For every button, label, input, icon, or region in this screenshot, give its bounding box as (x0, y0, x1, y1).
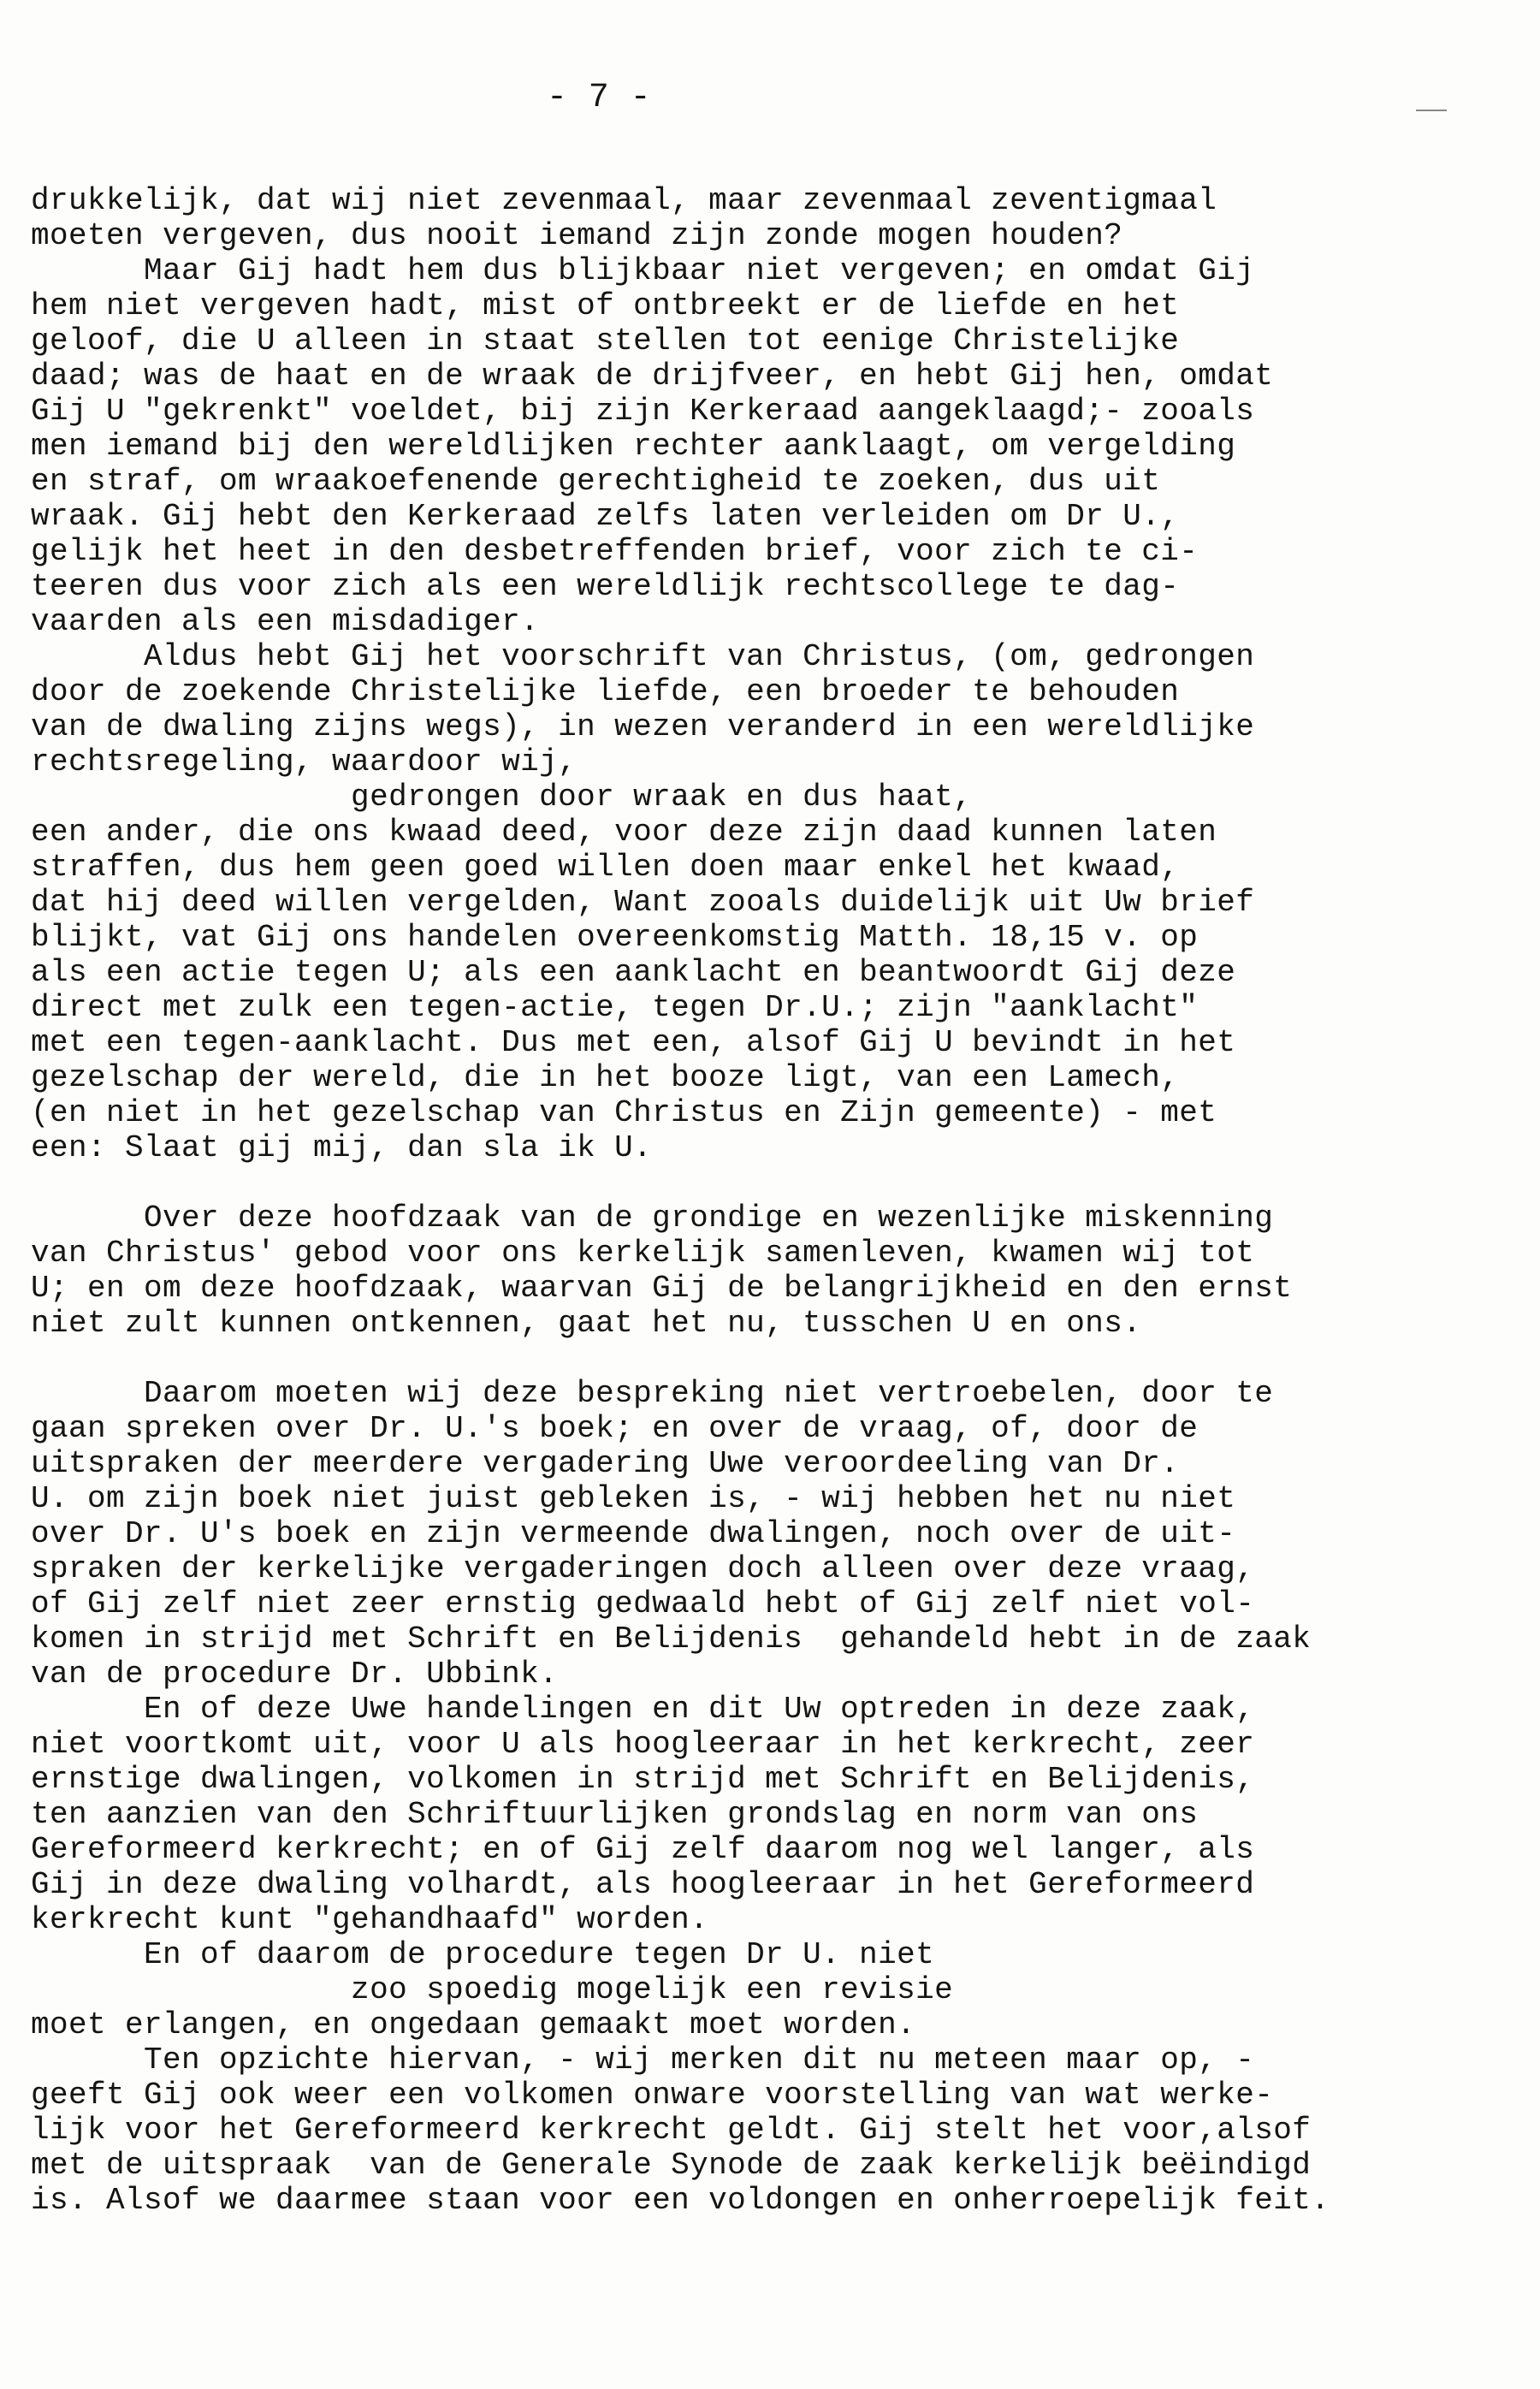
text-line: niet zult kunnen ontkennen, gaat het nu, tusschen U en ons. (31, 1306, 1142, 1341)
text-line: drukkelijk, dat wij niet zevenmaal, maar zevenmaal zeventigmaal (31, 183, 1217, 218)
text-line: Gij U "gekrenkt" voeldet, bij zijn Kerkeraad aangeklaagd;- zooals (31, 394, 1255, 429)
text-line: wraak. Gij hebt den Kerkeraad zelfs laten verleiden om Dr U., (31, 499, 1180, 534)
text-line: daad; was de haat en de wraak de drijfveer, en hebt Gij hen, omdat (31, 359, 1274, 394)
corner-mark (1416, 110, 1447, 111)
text-line: hem niet vergeven hadt, mist of ontbreekt er de liefde en het (31, 288, 1180, 323)
text-line: kerkrecht kunt "gehandhaafd" worden. (31, 1902, 709, 1937)
text-line: rechtsregeling, waardoor wij, (31, 744, 578, 780)
text-line: straffen, dus hem geen goed willen doen maar enkel het kwaad, (31, 850, 1180, 885)
text-line: van Christus' gebod voor ons kerkelijk samenleven, kwamen wij tot (31, 1236, 1255, 1271)
text-line: als een actie tegen U; als een aanklacht en beantwoordt Gij deze (31, 955, 1236, 990)
text-line: spraken der kerkelijke vergaderingen doch alleen over deze vraag, (31, 1551, 1255, 1586)
text-line: Daarom moeten wij deze bespreking niet vertroebelen, door te (31, 1376, 1274, 1411)
text-line: geloof, die U alleen in staat stellen tot eenige Christelijke (31, 323, 1180, 359)
text-line: (en niet in het gezelschap van Christus en Zijn gemeente) - met (31, 1095, 1217, 1130)
text-line: geeft Gij ook weer een volkomen onware voorstelling van wat werke- (31, 2078, 1274, 2113)
text-line: U. om zijn boek niet juist gebleken is, - wij hebben het nu niet (31, 1481, 1236, 1516)
text-line: komen in strijd met Schrift en Belijdenis gehandeld hebt in de zaak (31, 1621, 1312, 1657)
body-text (31, 183, 1511, 2218)
text-line: van de dwaling zijns wegs), in wezen veranderd in een wereldlijke (31, 709, 1255, 744)
text-line: gelijk het heet in den desbetreffenden brief, voor zich te ci- (31, 534, 1199, 569)
text-line: teeren dus voor zich als een wereldlijk rechtscollege te dag- (31, 569, 1180, 604)
text-line: zoo spoedig mogelijk een revisie (31, 1972, 954, 2007)
text-line: lijk voor het Gereformeerd kerkrecht geldt. Gij stelt het voor,alsof (31, 2113, 1312, 2148)
text-line: gaan spreken over Dr. U.'s boek; en over de vraag, of, door de (31, 1411, 1199, 1446)
text-line: en straf, om wraakoefenende gerechtigheid te zoeken, dus uit (31, 464, 1161, 499)
text-line: ten aanzien van den Schriftuurlijken grondslag en norm van ons (31, 1797, 1199, 1832)
text-line: vaarden als een misdadiger. (31, 604, 540, 639)
text-line: En of deze Uwe handelingen en dit Uw optreden in deze zaak, (31, 1692, 1255, 1727)
paragraph-gap (31, 1341, 1511, 1376)
text-line: dat hij deed willen vergelden, Want zooals duidelijk uit Uw brief (31, 885, 1255, 920)
text-line: Over deze hoofdzaak van de grondige en wezenlijke miskenning (31, 1200, 1274, 1236)
text-line: blijkt, vat Gij ons handelen overeenkomstig Matth. 18,15 v. op (31, 920, 1199, 955)
text-line: een ander, die ons kwaad deed, voor deze zijn daad kunnen laten (31, 815, 1217, 850)
text-line: gezelschap der wereld, die in het booze ligt, van een Lamech, (31, 1060, 1180, 1095)
text-line: met de uitspraak van de Generale Synode de zaak kerkelijk beëindigd (31, 2148, 1312, 2183)
text-line: is. Alsof we daarmee staan voor een voldongen en onherroepelijk feit. (31, 2183, 1330, 2218)
text-line: Gereformeerd kerkrecht; en of Gij zelf daarom nog wel langer, als (31, 1832, 1255, 1867)
text-line: En of daarom de procedure tegen Dr U. niet (31, 1937, 935, 1972)
text-line: Ten opzichte hiervan, - wij merken dit nu meteen maar op, - (31, 2042, 1255, 2078)
text-line: ernstige dwalingen, volkomen in strijd met Schrift en Belijdenis, (31, 1762, 1255, 1797)
text-line: met een tegen-aanklacht. Dus met een, alsof Gij U bevindt in het (31, 1025, 1236, 1060)
text-line: Aldus hebt Gij het voorschrift van Christus, (om, gedrongen (31, 639, 1255, 674)
text-line: door de zoekende Christelijke liefde, een broeder te behouden (31, 674, 1180, 709)
text-line: moeten vergeven, dus nooit iemand zijn zonde mogen houden? (31, 218, 1123, 253)
text-line: uitspraken der meerdere vergadering Uwe veroordeeling van Dr. (31, 1446, 1180, 1481)
text-line: U; en om deze hoofdzaak, waarvan Gij de belangrijkheid en den ernst (31, 1271, 1293, 1306)
text-line: Gij in deze dwaling volhardt, als hoogleeraar in het Gereformeerd (31, 1867, 1255, 1902)
text-line: over Dr. U's boek en zijn vermeende dwalingen, noch over de uit- (31, 1516, 1236, 1551)
text-line: direct met zulk een tegen-actie, tegen Dr.U.; zijn "aanklacht" (31, 990, 1199, 1025)
text-line: men iemand bij den wereldlijken rechter aanklaagt, om vergelding (31, 429, 1236, 464)
text-line: niet voortkomt uit, voor U als hoogleeraar in het kerkrecht, zeer (31, 1727, 1255, 1762)
paragraph-gap (31, 1165, 1511, 1200)
text-line: van de procedure Dr. Ubbink. (31, 1657, 559, 1692)
text-line: een: Slaat gij mij, dan sla ik U. (31, 1130, 653, 1165)
page-number: - 7 - (546, 79, 652, 117)
text-line: of Gij zelf niet zeer ernstig gedwaald hebt of Gij zelf niet vol- (31, 1586, 1255, 1621)
text-line: Maar Gij hadt hem dus blijkbaar niet vergeven; en omdat Gij (31, 253, 1255, 288)
text-line: moet erlangen, en ongedaan gemaakt moet worden. (31, 2007, 916, 2042)
text-line: gedrongen door wraak en dus haat, (31, 780, 973, 815)
